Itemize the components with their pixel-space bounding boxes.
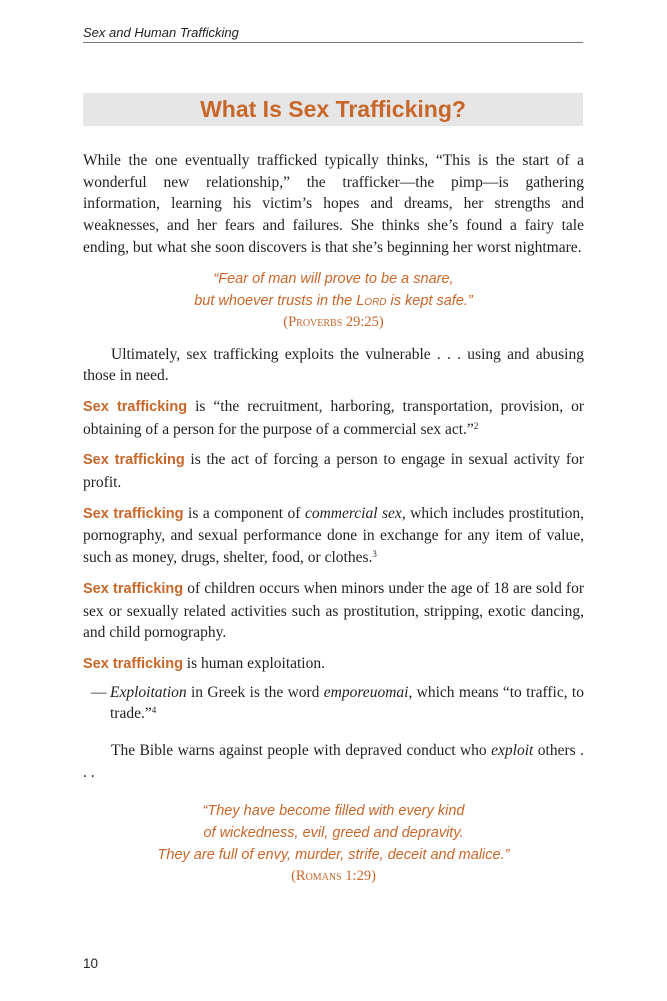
definition-text: is human exploitation. <box>182 654 325 672</box>
definition-paragraph <box>83 503 584 569</box>
footnote-ref: 4 <box>151 705 157 716</box>
dash-list-item <box>83 682 584 725</box>
definition-paragraph <box>83 449 584 493</box>
emphasis-text: commercial sex <box>304 504 402 522</box>
quote-line <box>83 290 584 312</box>
scripture-reference: (Romans 1:29) <box>291 868 376 885</box>
emphasis-text: emporeuomai <box>323 683 409 701</box>
page-body <box>83 150 584 898</box>
emphasis-text: Exploitation <box>110 683 187 701</box>
term-label: Sex trafficking <box>83 452 185 469</box>
quote-text: but whoever trusts in the <box>194 292 357 309</box>
definition-paragraph <box>83 578 584 644</box>
term-label: Sex trafficking <box>83 505 184 522</box>
quote-line: They are full of envy, murder, strife, deceit and malice.” <box>157 847 510 864</box>
definition-text: is “the recruitment, harboring, transportation, provision, or obtaining of a person for the purpose of a commercial sex act.” <box>83 397 584 438</box>
quote-line: of wickedness, evil, greed and depravity. <box>203 825 464 842</box>
running-header <box>83 25 583 43</box>
list-item-text <box>110 682 584 725</box>
quote-line: “Fear of man will prove to be a snare, <box>213 270 454 287</box>
definition-text: is a component of <box>183 504 305 522</box>
bible-paragraph <box>83 740 584 783</box>
quote-text: is kept safe.” <box>386 292 473 309</box>
term-label: Sex trafficking <box>83 580 184 597</box>
term-label: Sex trafficking <box>83 655 183 672</box>
scripture-quote-romans <box>83 800 584 866</box>
emphasis-text: exploit <box>491 742 534 760</box>
item-text: in Greek is the word <box>186 683 324 701</box>
quote-line: “They have become filled with every kind <box>202 803 465 820</box>
definition-paragraph <box>83 653 584 676</box>
definition-text: of children occurs when minors under the age of 18 are sold for sex or sexually related activities such as prostitution, stripping, exotic dancing, and child pornography. <box>83 579 585 642</box>
definition-paragraph <box>83 396 584 440</box>
scripture-reference: (Proverbs 29:25) <box>283 313 384 330</box>
definition-text: , which includes prostitution, pornography, and sexual performance done in exchange for any item of value, such as money, drugs, shelter, food, or clothes. <box>83 504 585 567</box>
intro-paragraph: While the one eventually trafficked typically thinks, “This is the start of a wonderful new relationship,” the trafficker—the pimp—is gathering information, learning his victim’s hopes and dreams, her strengths and weaknesses, and her fears and failures. She thinks she’s found a fairy tale ending, but what she soon discovers is that she’s beginning her worst nightmare. <box>83 152 584 256</box>
lord-small-caps: Lord <box>356 292 387 309</box>
page-number: 10 <box>83 956 99 971</box>
paragraph-text: others . . . <box>83 742 584 781</box>
term-label: Sex trafficking <box>83 398 188 415</box>
item-text: , which means “to traffic, to trade.” <box>110 683 584 723</box>
scripture-quote-proverbs <box>83 268 584 312</box>
footnote-ref: 2 <box>473 420 479 431</box>
ultimately-paragraph: Ultimately, sex trafficking exploits the vulnerable . . . using and abusing those in need. <box>83 345 584 385</box>
section-title: What Is Sex Trafficking? <box>200 96 466 122</box>
definition-text: is the act of forcing a person to engage in sexual activity for profit. <box>83 451 584 492</box>
section-title-band <box>83 93 583 126</box>
footnote-ref: 3 <box>372 549 377 560</box>
running-title: Sex and Human Trafficking <box>83 25 239 40</box>
paragraph-text: The Bible warns against people with depraved conduct who <box>111 742 492 760</box>
dash-bullet: — <box>91 683 107 701</box>
